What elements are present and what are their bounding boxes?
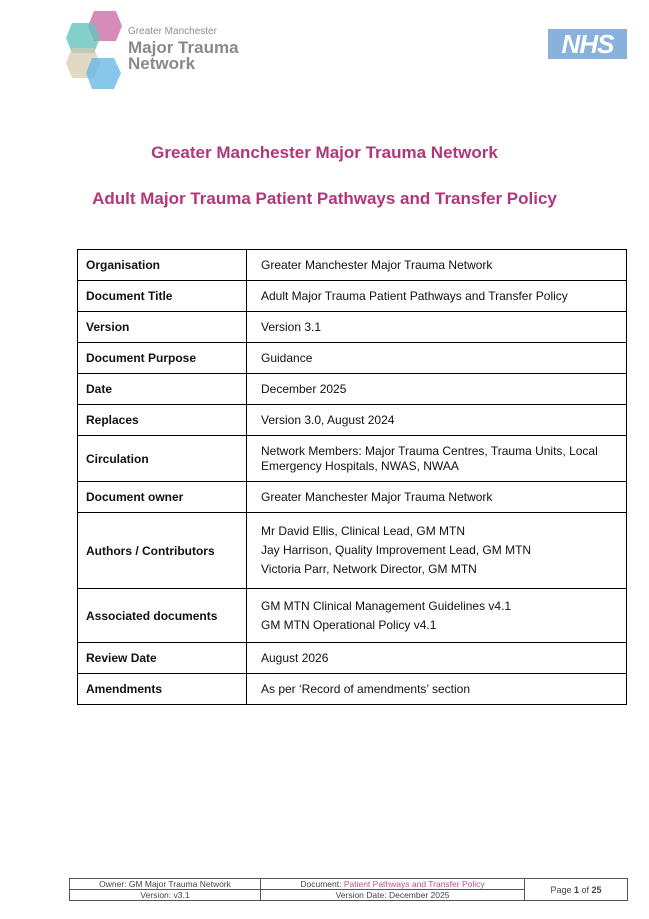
row-value-circulation — [247, 436, 627, 482]
logo-line-3: Network — [128, 54, 196, 73]
logo-wordmark — [128, 27, 239, 72]
row-label-version: Version — [78, 312, 247, 343]
row-value-owner: Greater Manchester Major Trauma Network — [247, 482, 627, 513]
table-row — [78, 281, 627, 312]
table-row — [78, 343, 627, 374]
table-row — [78, 405, 627, 436]
footer-document-label: Document: — [300, 879, 344, 889]
footer-page-total: 25 — [591, 884, 602, 895]
table-row — [78, 674, 627, 705]
footer-document-value: Patient Pathways and Transfer Policy — [343, 879, 485, 889]
row-label-associated: Associated documents — [78, 589, 247, 643]
page-footer — [69, 878, 628, 901]
page-title: Greater Manchester Major Trauma Network — [151, 143, 498, 162]
table-row — [78, 436, 627, 482]
row-value-purpose: Guidance — [247, 343, 627, 374]
page-subtitle: Adult Major Trauma Patient Pathways and Transfer Policy — [92, 189, 557, 208]
row-label-owner: Document owner — [78, 482, 247, 513]
row-label-date: Date — [78, 374, 247, 405]
footer-version-date: Version Date: December 2025 — [261, 890, 525, 901]
logo-line-2: Major Trauma — [128, 38, 239, 57]
associated-doc-1: GM MTN Clinical Management Guidelines v4.1 — [261, 598, 512, 613]
row-value-date: December 2025 — [247, 374, 627, 405]
table-row — [78, 643, 627, 674]
footer-owner: Owner: GM Major Trauma Network — [70, 879, 261, 890]
row-value-organisation: Greater Manchester Major Trauma Network — [247, 250, 627, 281]
footer-page-prefix: Page — [550, 884, 574, 895]
table-row — [78, 312, 627, 343]
row-value-amendments: As per ‘Record of amendments’ section — [247, 674, 627, 705]
table-row — [78, 482, 627, 513]
row-label-review: Review Date — [78, 643, 247, 674]
row-value-document-title: Adult Major Trauma Patient Pathways and Transfer Policy — [247, 281, 627, 312]
associated-doc-2: GM MTN Operational Policy v4.1 — [261, 617, 437, 632]
table-row — [78, 250, 627, 281]
table-row — [78, 374, 627, 405]
row-value-version: Version 3.1 — [247, 312, 627, 343]
footer-page-of: of — [579, 884, 592, 895]
row-label-purpose: Document Purpose — [78, 343, 247, 374]
circulation-line-2: Emergency Hospitals, NWAS, NWAA — [261, 458, 459, 473]
logo-hexagon-blue — [86, 58, 121, 89]
row-label-authors: Authors / Contributors — [78, 513, 247, 589]
footer-document — [261, 879, 525, 890]
nhs-logo: NHS — [548, 29, 627, 59]
footer-page-number — [525, 879, 628, 901]
author-3: Victoria Parr, Network Director, GM MTN — [261, 562, 477, 576]
circulation-line-1: Network Members: Major Trauma Centres, Trauma Units, Local — [261, 443, 598, 458]
row-value-review: August 2026 — [247, 643, 627, 674]
author-2: Jay Harrison, Quality Improvement Lead, GM MTN — [261, 543, 532, 557]
row-label-replaces: Replaces — [78, 405, 247, 436]
document-control-table — [77, 249, 627, 705]
row-label-circulation: Circulation — [78, 436, 247, 482]
logo-line-1: Greater Manchester — [128, 26, 217, 37]
row-label-organisation: Organisation — [78, 250, 247, 281]
footer-page-current: 1 — [573, 884, 579, 895]
row-label-document-title: Document Title — [78, 281, 247, 312]
row-value-replaces: Version 3.0, August 2024 — [247, 405, 627, 436]
row-value-authors — [247, 513, 627, 589]
author-1: Mr David Ellis, Clinical Lead, GM MTN — [261, 524, 466, 538]
row-value-associated — [247, 589, 627, 643]
table-row — [78, 589, 627, 643]
row-label-amendments: Amendments — [78, 674, 247, 705]
footer-version: Version: v3.1 — [70, 890, 261, 901]
table-row — [78, 513, 627, 589]
